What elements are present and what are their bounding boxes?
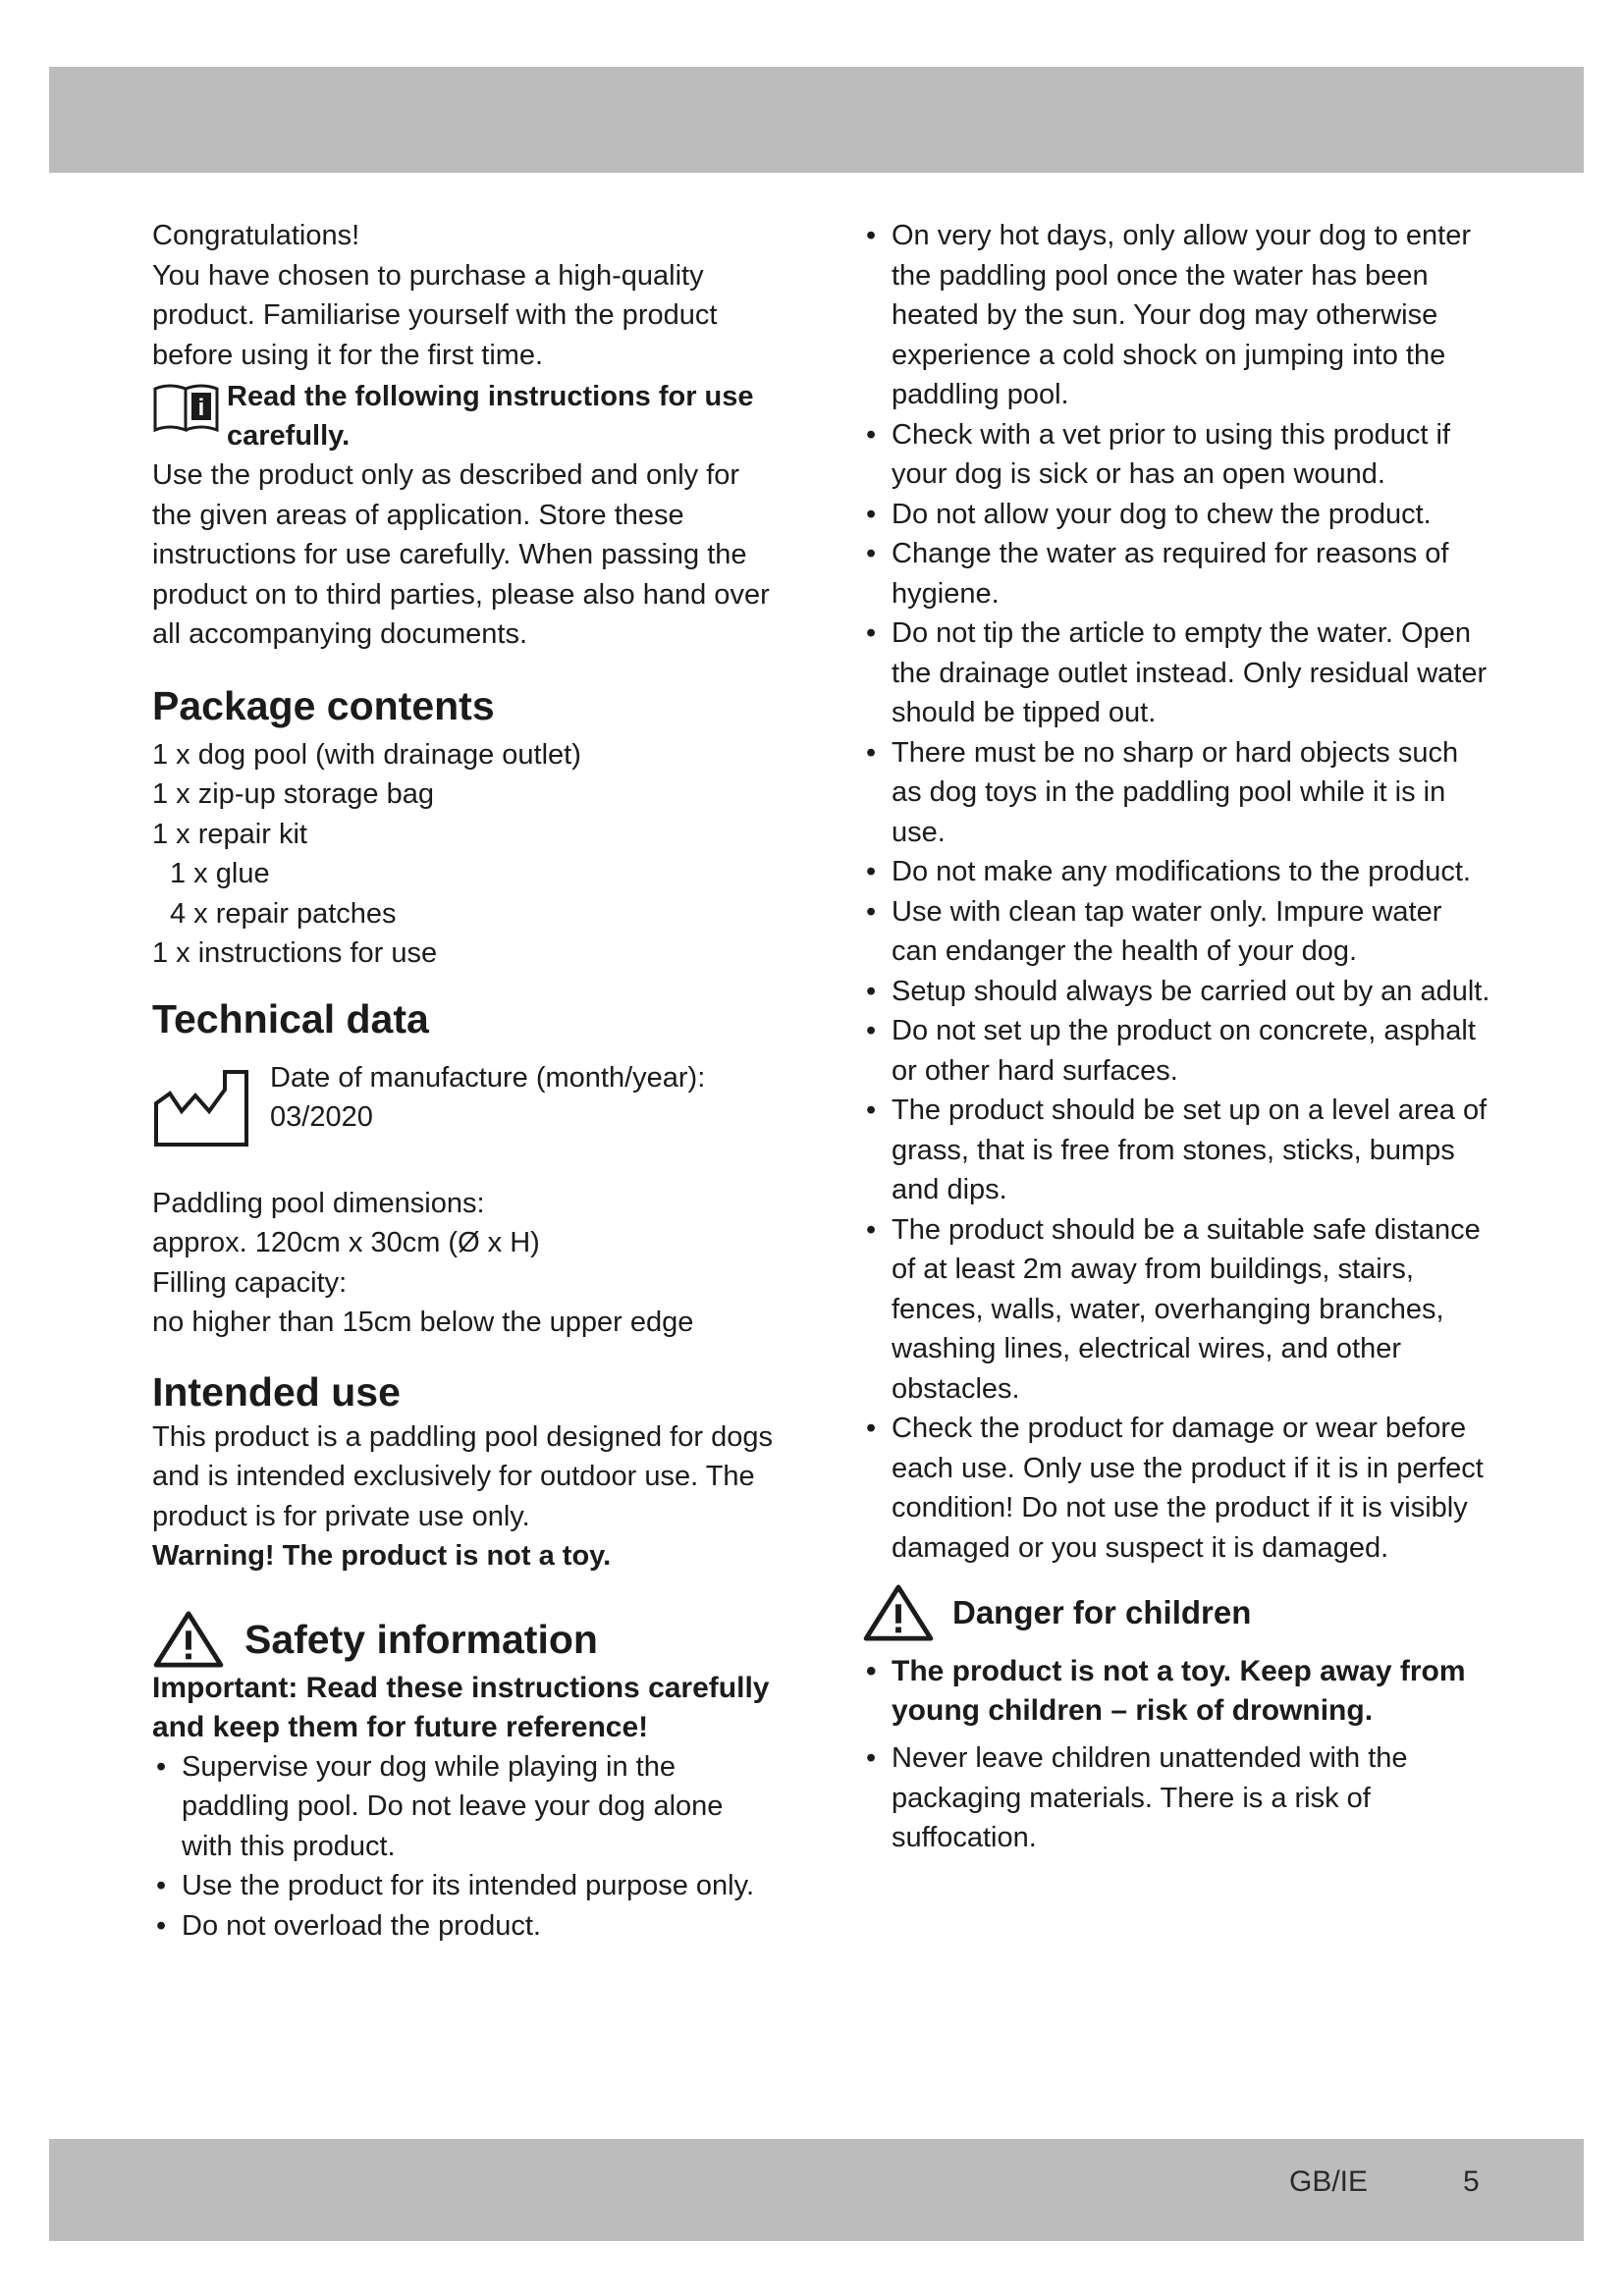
manufacture-date-block: [152, 1058, 781, 1156]
list-item: • The product should be a suitable safe distance of at least 2m away from buildings, stairs, fences, walls, water, overhanging branches, washing lines, electrical wires, and other obstacles.: [862, 1210, 1490, 1410]
footer-page-number: 5: [1463, 2165, 1480, 2198]
list-item: 1 x dog pool (with drainage outlet): [152, 738, 581, 771]
manufacturer-factory-icon: [152, 1070, 250, 1148]
manufacture-label: Date of manufacture (month/year):: [270, 1061, 706, 1094]
safety-heading-row: [152, 1610, 781, 1669]
list-item: • There must be no sharp or hard objects such as dog toys in the paddling pool while it is in use.: [862, 733, 1490, 853]
intended-use-text: This product is a paddling pool designed for dogs and is intended exclusively for outdoor use. The product is for private use only.: [152, 1420, 773, 1532]
list-item: • Do not tip the article to empty the water. Open the drainage outlet instead. Only residual water should be tipped out.: [862, 614, 1490, 733]
dimensions-value: approx. 120cm x 30cm (Ø x H): [152, 1227, 540, 1258]
list-item: • Setup should always be carried out by an adult.: [862, 972, 1490, 1012]
list-item: • Do not allow your dog to chew the product.: [862, 495, 1490, 535]
info-book-icon: [152, 381, 221, 436]
intro-body: Use the product only as described and only for the given areas of application. Store these instructions for use carefully. When passing the product on to third parties, please also hand over all accompanying documents.: [152, 459, 770, 650]
list-item: 1 x repair kit: [152, 818, 307, 850]
safety-bullets-left: [152, 1747, 781, 1947]
intro-greeting: Congratulations!: [152, 220, 360, 251]
footer-region-code: GB/IE: [1289, 2165, 1369, 2198]
danger-for-children-heading: Danger for children: [952, 1593, 1252, 1630]
not-a-toy-warning: Warning! The product is not a toy.: [152, 1540, 612, 1572]
warning-triangle-icon: [152, 1610, 225, 1669]
list-item: • The product is not a toy. Keep away from young children – risk of drowning.: [862, 1652, 1490, 1731]
children-bullets: [862, 1738, 1490, 1858]
list-item: • Never leave children unattended with the packaging materials. There is a risk of suffocation.: [862, 1738, 1490, 1858]
list-item: • Supervise your dog while playing in the paddling pool. Do not leave your dog alone with this product.: [152, 1747, 781, 1867]
list-item: • On very hot days, only allow your dog to enter the paddling pool once the water has been heated by the sun. Your dog may otherwise experience a cold shock on jumping into the paddling pool.: [862, 216, 1490, 415]
header-band: [49, 67, 1584, 173]
list-item: • Use the product for its intended purpose only.: [152, 1866, 781, 1906]
list-item: • Use with clean tap water only. Impure water can endanger the health of your dog.: [862, 892, 1490, 972]
read-instructions-note: [152, 377, 781, 455]
warning-triangle-icon: [862, 1583, 935, 1642]
list-item: 1 x instructions for use: [152, 937, 438, 969]
right-column: [862, 216, 1490, 1858]
list-item: • Check the product for damage or wear before each use. Only use the product if it is in perfect condition! Do not use the product if it is visibly damaged or you suspect it is damaged.: [862, 1409, 1490, 1568]
list-item: • The product should be set up on a level area of grass, that is free from stones, sticks, bumps and dips.: [862, 1091, 1490, 1210]
manufacture-date: 03/2020: [270, 1101, 373, 1133]
list-item: • Do not set up the product on concrete, asphalt or other hard surfaces.: [862, 1011, 1490, 1091]
children-bold-bullets: [862, 1652, 1490, 1731]
list-item: • Check with a vet prior to using this product if your dog is sick or has an open wound.: [862, 415, 1490, 495]
note-text: Read the following instructions for use carefully.: [227, 381, 754, 452]
list-item: 1 x glue: [170, 858, 270, 889]
filling-label: Filling capacity:: [152, 1266, 348, 1299]
package-contents-heading: Package contents: [152, 682, 495, 728]
list-item: • Do not overload the product.: [152, 1906, 781, 1947]
dimensions-label: Paddling pool dimensions:: [152, 1187, 485, 1219]
list-item: 4 x repair patches: [170, 897, 397, 930]
intro-text: You have chosen to purchase a high-quality product. Familiarise yourself with the product before using it for the first time.: [152, 259, 718, 371]
dimensions-block: [152, 1184, 781, 1343]
filling-value: no higher than 15cm below the upper edge: [152, 1307, 694, 1338]
important-notice: Important: Read these instructions carefully and keep them for future reference!: [152, 1671, 770, 1743]
safety-bullets-right: [862, 216, 1490, 1568]
svg-text:i: i: [197, 395, 205, 421]
technical-data-heading: Technical data: [152, 995, 429, 1041]
left-column: [152, 216, 781, 1946]
list-item: • Change the water as required for reasons of hygiene.: [862, 534, 1490, 614]
package-contents-list: [152, 735, 781, 974]
danger-children-heading-row: [862, 1583, 1490, 1642]
list-item: • Do not make any modifications to the product.: [862, 852, 1490, 892]
intended-use-heading: Intended use: [152, 1368, 401, 1415]
safety-information-heading: Safety information: [244, 1616, 598, 1662]
list-item: 1 x zip-up storage bag: [152, 778, 434, 810]
